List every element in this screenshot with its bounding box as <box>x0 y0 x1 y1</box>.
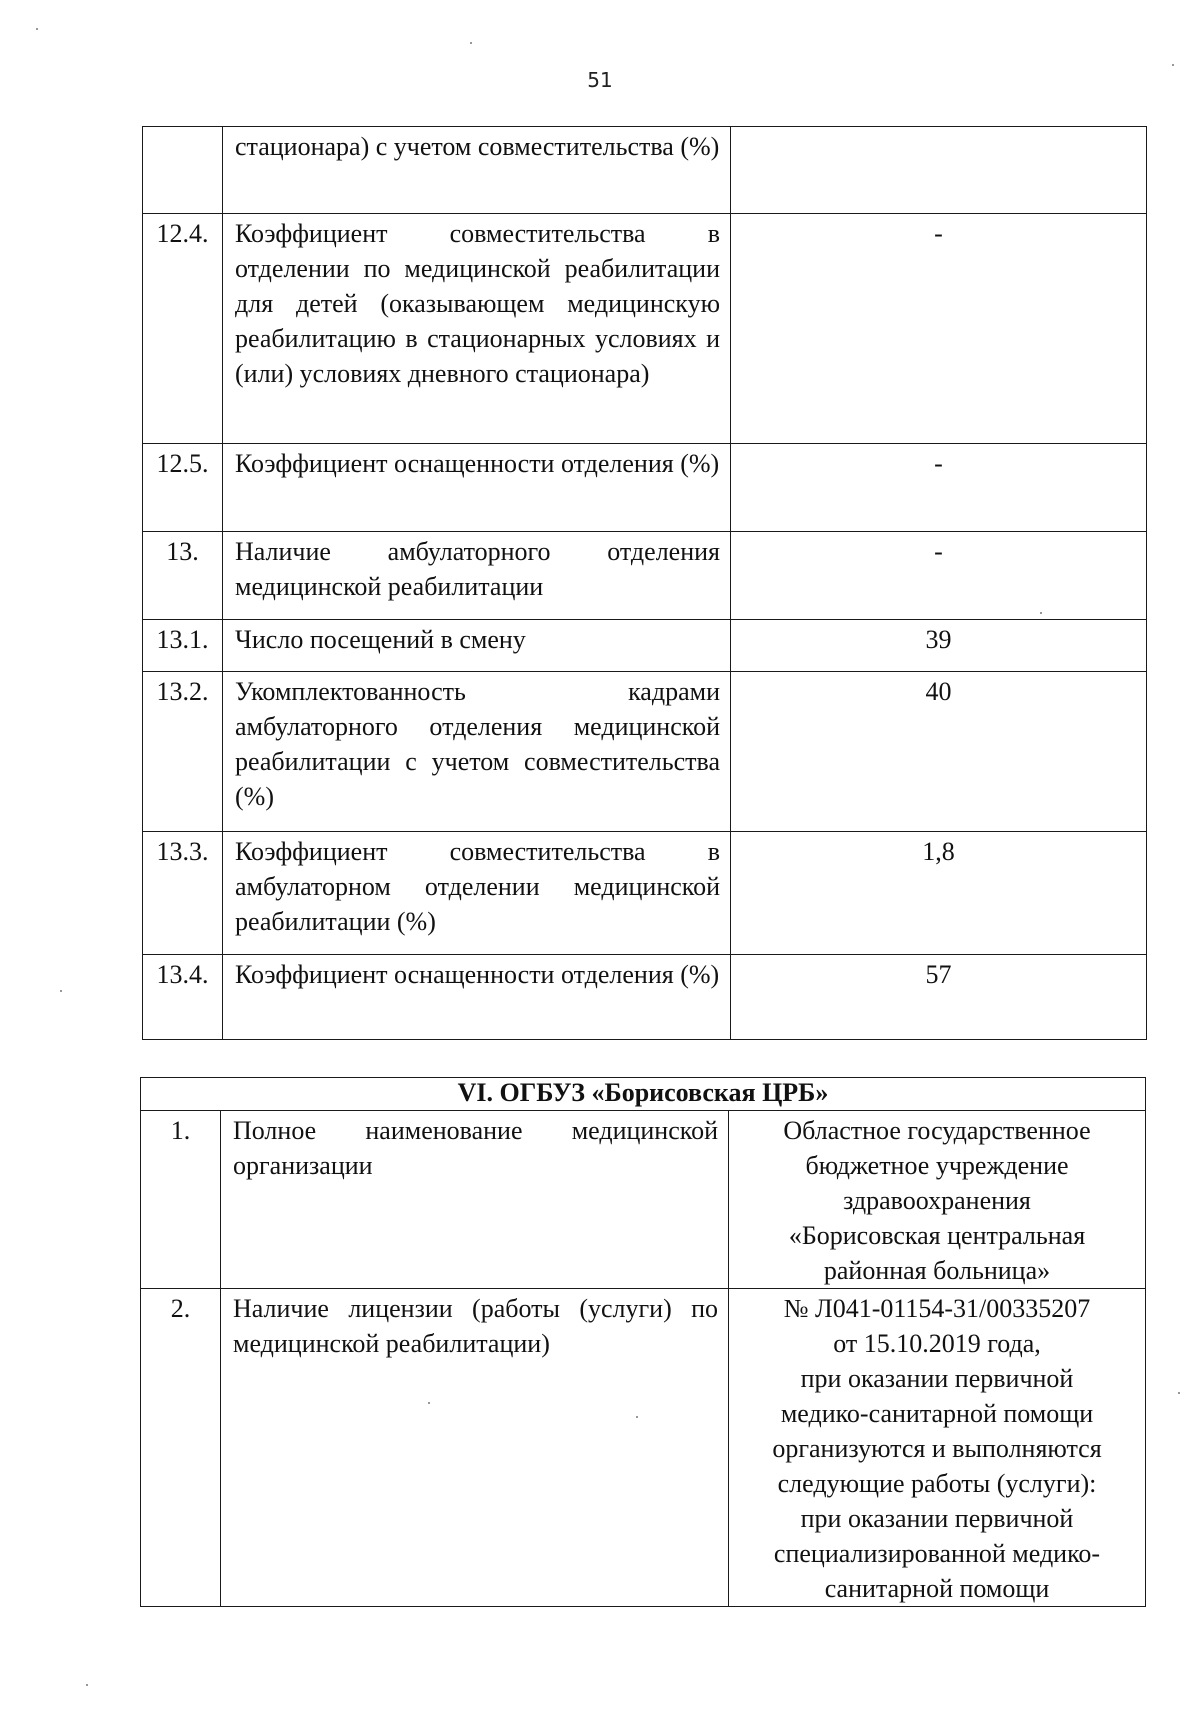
value-line: специализированной медико- <box>773 1539 1101 1568</box>
row-value: 39 <box>731 620 1147 672</box>
row-description: Коэффициент оснащенности отделения (%) <box>223 955 731 1040</box>
row-number: 1. <box>141 1111 221 1289</box>
value-line: при оказании первичной <box>800 1504 1074 1533</box>
row-value: 40 <box>731 672 1147 832</box>
row-number: 12.4. <box>143 214 223 444</box>
table-row <box>143 127 1147 214</box>
table-row <box>143 620 1147 672</box>
value-line: при оказании первичной <box>800 1364 1074 1393</box>
table-row <box>143 532 1147 620</box>
row-description: Наличие лицензии (работы (услуги) по медицинской реабилитации) <box>221 1289 729 1607</box>
row-description: Коэффициент совместительства в отделении по медицинской реабилитации для детей (оказывающем медицинскую реабилитацию в стационарных условиях и (или) условиях дневного стационара) <box>223 214 731 444</box>
value-line: следующие работы (услуги): <box>777 1469 1097 1498</box>
row-value: 57 <box>731 955 1147 1040</box>
row-number <box>143 127 223 214</box>
scan-speck <box>470 42 472 44</box>
table-row <box>143 214 1147 444</box>
table-row <box>141 1111 1146 1289</box>
section-header-row <box>141 1078 1146 1111</box>
row-description: Число посещений в смену <box>223 620 731 672</box>
row-description: Коэффициент совместительства в амбулаторном отделении медицинской реабилитации (%) <box>223 832 731 955</box>
row-number: 12.5. <box>143 444 223 532</box>
value-line: организуются и выполняются <box>772 1434 1102 1463</box>
value-line: «Борисовская центральная <box>788 1221 1086 1250</box>
row-description: Полное наименование медицинской организации <box>221 1111 729 1289</box>
row-value: - <box>731 214 1147 444</box>
scan-speck <box>36 28 38 30</box>
row-value: - <box>731 444 1147 532</box>
value-line: районная больница» <box>823 1256 1051 1285</box>
value-line: Областное государственное <box>783 1116 1091 1145</box>
page-number: 51 <box>587 68 613 92</box>
table-row <box>143 832 1147 955</box>
scan-speck <box>1172 64 1174 66</box>
scan-speck <box>428 1402 430 1404</box>
value-line: № Л041-01154-31/00335207 <box>783 1294 1091 1323</box>
indicators-table <box>142 126 1147 1040</box>
organization-table <box>140 1077 1146 1607</box>
scan-speck <box>636 1416 638 1418</box>
row-number: 13.2. <box>143 672 223 832</box>
row-value: - <box>731 532 1147 620</box>
row-number: 2. <box>141 1289 221 1607</box>
row-description: Укомплектованность кадрами амбулаторного отделения медицинской реабилитации с учетом совместительства (%) <box>223 672 731 832</box>
scan-speck <box>1178 1392 1180 1394</box>
row-description: стационара) с учетом совместительства (%) <box>223 127 731 214</box>
row-value <box>731 127 1147 214</box>
row-number: 13. <box>143 532 223 620</box>
value-line: медико-санитарной помощи <box>780 1399 1094 1428</box>
table-row <box>141 1289 1146 1607</box>
row-number: 13.1. <box>143 620 223 672</box>
scan-speck <box>60 990 62 992</box>
scan-speck <box>86 1684 88 1686</box>
row-value <box>729 1289 1146 1607</box>
scan-speck <box>1040 612 1042 614</box>
section-title: VI. ОГБУЗ «Борисовская ЦРБ» <box>141 1078 1146 1111</box>
row-number: 13.3. <box>143 832 223 955</box>
value-line: бюджетное учреждение <box>805 1151 1069 1180</box>
row-value <box>729 1111 1146 1289</box>
table-row <box>143 444 1147 532</box>
row-description: Коэффициент оснащенности отделения (%) <box>223 444 731 532</box>
table-row <box>143 955 1147 1040</box>
row-value: 1,8 <box>731 832 1147 955</box>
table-row <box>143 672 1147 832</box>
value-line: санитарной помощи <box>824 1574 1050 1603</box>
row-description: Наличие амбулаторного отделения медицинской реабилитации <box>223 532 731 620</box>
row-number: 13.4. <box>143 955 223 1040</box>
value-line: от 15.10.2019 года, <box>833 1329 1041 1358</box>
value-line: здравоохранения <box>843 1186 1031 1215</box>
